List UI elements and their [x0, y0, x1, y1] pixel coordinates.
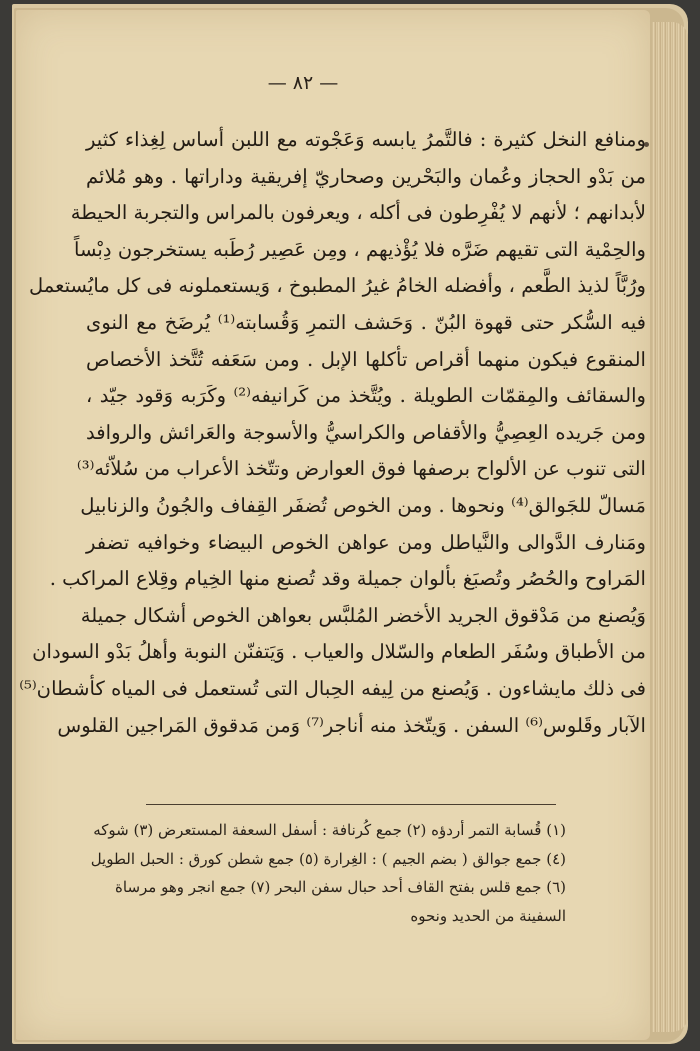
footnote-line: (٦) جمع قلس بفتح القاف أحد حبال سفن البحر (٧) جمع انجر وهو مرساة	[115, 878, 566, 896]
page-number: — ٨٢ —	[267, 72, 339, 94]
footnote-divider	[146, 804, 556, 805]
footnote-line: (٤) جمع جوالق ( بضم الجيم ) : الغِرارة (٥) جمع شطن كورق : الحبل الطويل	[90, 849, 566, 868]
body-line: مَسالّ للجَوالق⁽⁴⁾ ونحوها . ومن الخوص تُضفَر القِفاف والجُونُ والزنابيل	[80, 493, 646, 517]
body-line: المنقوع فيكون منهما أقراص تأكلها الإبل . ومن سَعَفه تُتَّخذ الأخصاص	[86, 347, 646, 371]
body-line: من الأطباق وسُفَر الطعام والسّلال والعياب . وَيَتفنّن النوبة وأهلُ بَدْو السودان	[32, 640, 646, 664]
footnote-line: (١) قُسابة التمر أردؤه (٢) جمع كُرنافة : أسفل السعفة المستعرض (٣) شوكه	[93, 821, 566, 839]
body-line: الآبار وقَلوس⁽⁶⁾ السفن . وَيتّخذ منه أناجر⁽⁷⁾ وَمن مَدقوق المَراجين القلوس	[57, 713, 646, 737]
page-edges	[652, 22, 688, 1032]
book-page	[16, 10, 650, 1040]
body-line: التى تنوب عن الألواح برصفها فوق العوارض وتتّخذ الأعراب من سُلاّئه⁽³⁾	[76, 457, 646, 481]
body-line: والسقائف والمِقمّات الطويلة . ويُتَّخذ من كَرانيفه⁽²⁾ وكَرَبه وَقود جيّد ،	[86, 384, 646, 408]
body-line: المَراوح والحُصُر وتُصبَغ بألوان جميلة وقد تُصنع منها الخِيام وقِلاع المراكب .	[49, 567, 646, 591]
body-line: ومن جَريده العِصِيُّ والأقفاص والكراسيُّ والأسوجة والعَرائش والروافد	[86, 420, 646, 444]
body-line: ورُبَّاً لذيذ الطَّعم ، وأفضله الخامُ غيرُ المطبوخ ، وَيستعملونه فى كل مايُستعمل	[28, 274, 646, 298]
body-line: من بَدْو الحجاز وعُمان والبَحْرين وصحاريّ إفريقية وداراتها . وهو مُلائم	[86, 164, 646, 188]
footnote-line: السفينة من الحديد ونحوه	[410, 906, 566, 925]
body-line: والحِمْية التى تقيهم ضَرَّه فلا يُؤْذيهم ، ومِن عَصِير رُطَبه يستخرجون دِبْساً	[73, 237, 646, 261]
body-line: ومَنارف الدَّوالى والنَّياطل ومن عواهن الخوص البيضاء وخوافيه تضفر	[86, 530, 646, 554]
body-line: فى ذلك مايشاءون . وَيُصنع من لِيفه الحِبال التى تُستعمل فى المياه كأشطان⁽⁵⁾	[19, 676, 646, 700]
body-line: فيه السُّكر حتى قهوة البُنّ . وَحَشف التمرِ وَقُسابته⁽¹⁾ يُرضَخ مع النوى	[86, 310, 646, 334]
body-line: لأبدانهم ؛ لأنهم لا يُفْرِطون فى أكله ، ويعرفون بالمراس والتجربة الحيطة	[70, 201, 646, 225]
footnotes	[86, 816, 566, 930]
body-line: ومنافع النخل كثيرة : فالتَّمرُ يابسه وَعَجْوته مع اللبن أساس لِغِذاء كثير	[86, 128, 646, 151]
body-text	[19, 122, 646, 744]
body-line: وَيُصنع من مَدْقوق الجريد الأخضر المُلبَّس بعواهن الخوص أشكال جميلة	[80, 603, 646, 627]
